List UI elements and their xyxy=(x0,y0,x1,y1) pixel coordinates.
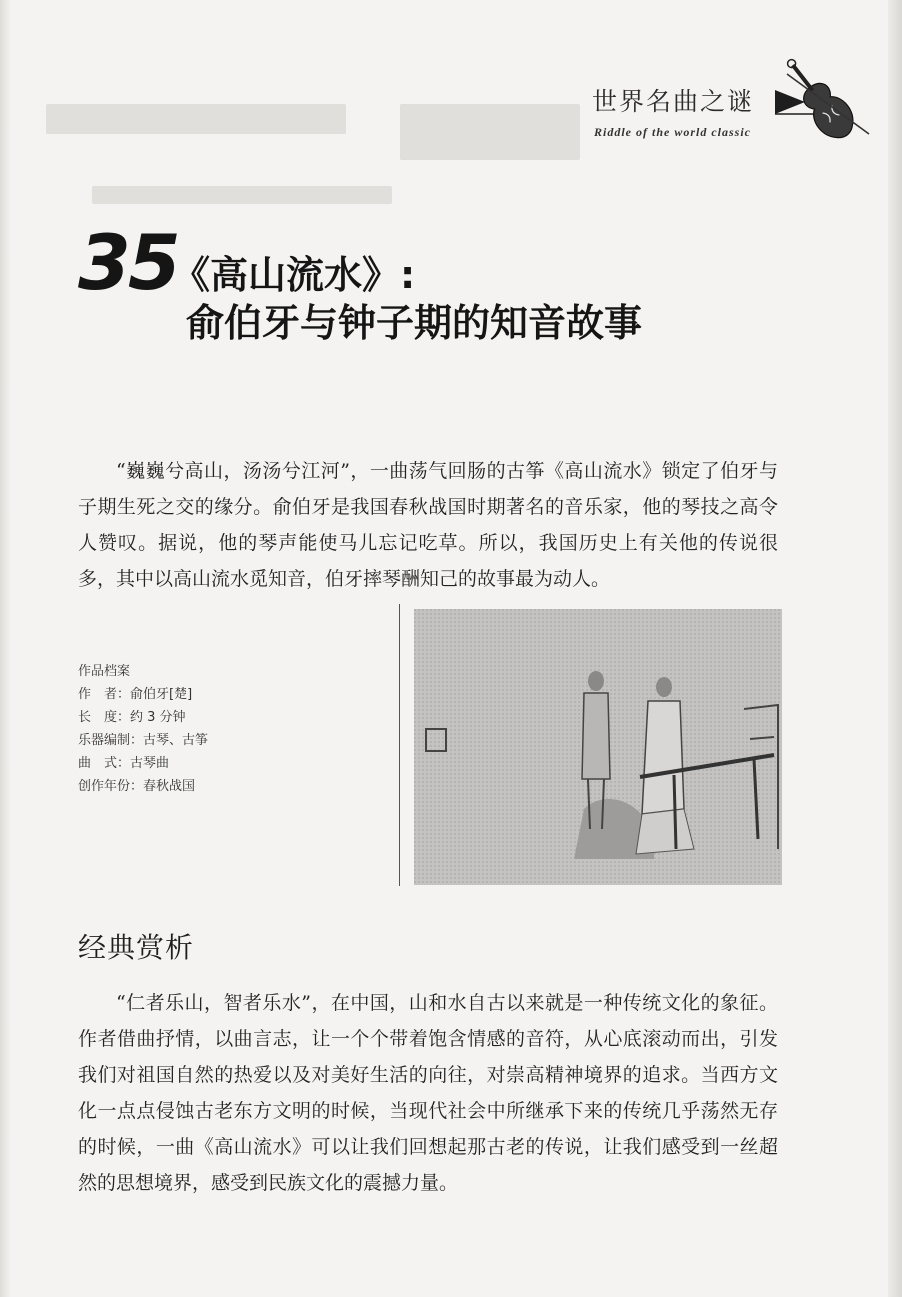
profile-row-year: 创作年份：春秋战国 xyxy=(78,779,196,794)
profile-row-instruments: 乐器编制：古琴、古筝 xyxy=(78,733,209,748)
profile-row-form: 曲 式：古琴曲 xyxy=(78,756,170,771)
profile-heading: 作品档案 xyxy=(78,664,131,679)
page-left-edge xyxy=(0,0,10,1297)
chapter-number: 35 xyxy=(78,218,178,307)
profile-row-author: 作 者：俞伯牙[楚] xyxy=(78,687,193,702)
vertical-divider xyxy=(399,604,400,886)
page-right-edge xyxy=(888,0,902,1297)
chapter-title-line1: 《高山流水》: xyxy=(172,253,416,297)
profile-row-length: 长 度：约 3 分钟 xyxy=(78,710,186,725)
bleed-through xyxy=(46,104,346,134)
work-profile xyxy=(78,660,378,798)
bleed-through xyxy=(400,104,580,160)
series-title: 世界名曲之谜 xyxy=(592,87,755,116)
section-heading: 经典赏析 xyxy=(78,931,195,964)
section-paragraph: “仁者乐山，智者乐水”，在中国，山和水自古以来就是一种传统文化的象征。作者借曲抒情，以曲言志，让一个个带着饱含情感的音符，从心底滚动而出，引发我们对祖国自然的热爱以及对美好生活的向往，对崇高精神境界的追求。当西方文化一点点侵蚀古老东方文明的时候，当现代社会中所继承下来的传统几乎荡然无存的时候，一曲《高山流水》可以让我们回想起那古老的传说，让我们感受到一丝超然的思想境界，感受到民族文化的震撼力量。 xyxy=(78,992,778,1194)
bleed-through xyxy=(92,186,392,204)
intro-paragraph: “巍巍兮高山，汤汤兮江河”，一曲荡气回肠的古筝《高山流水》锁定了伯牙与子期生死之交的缘分。俞伯牙是我国春秋战国时期著名的音乐家，他的琴技之高令人赞叹。据说，他的琴声能使马儿忘记吃草。所以，我国历史上有关他的传说很多，其中以高山流水觅知音，伯牙摔琴酬知己的故事最为动人。 xyxy=(78,460,778,590)
violin-icon xyxy=(765,56,875,156)
chapter-title-line2: 俞伯牙与钟子期的知音故事 xyxy=(186,301,643,345)
painting-figure xyxy=(414,609,782,885)
series-subtitle: Riddle of the world classic xyxy=(594,125,751,139)
